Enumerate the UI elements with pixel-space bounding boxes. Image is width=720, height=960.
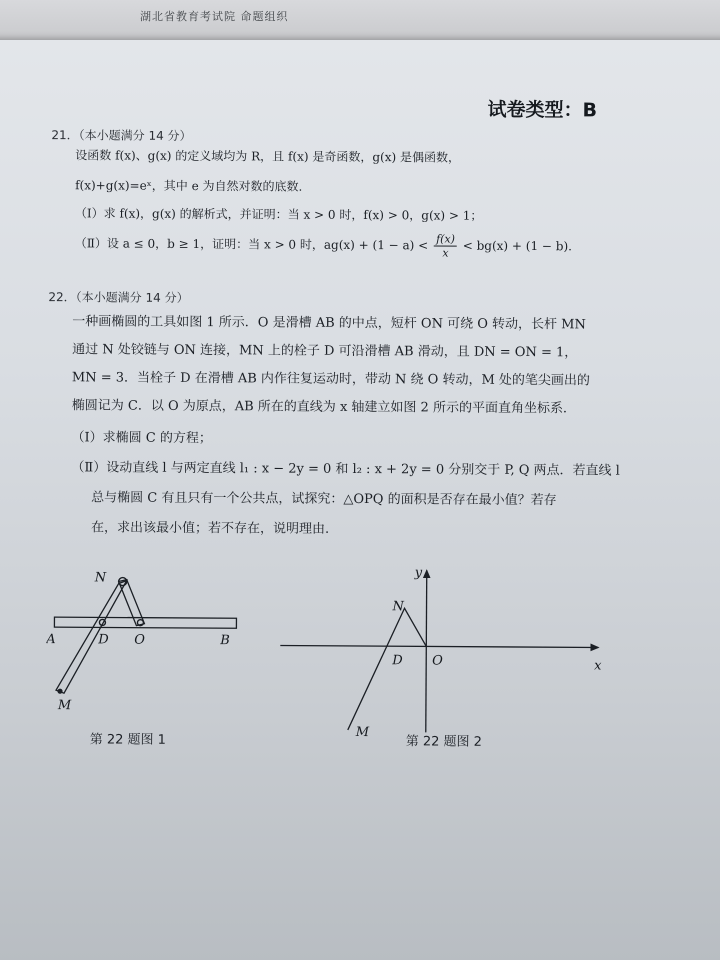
- q21-part2: [75, 230, 572, 260]
- fig2-label-y: y: [414, 565, 423, 581]
- q22-part2-line2: 总与椭圆 C 有且只有一个公共点，试探究：△OPQ 的面积是否存在最小值？若存: [91, 490, 557, 509]
- fig1-label-a: A: [46, 632, 56, 648]
- fig2-label-x: x: [594, 658, 602, 674]
- fig1-label-m: M: [57, 698, 72, 714]
- exam-paper: [0, 40, 720, 960]
- fig2-label-o: O: [432, 653, 443, 669]
- x-axis: [280, 646, 598, 648]
- q22-line1: 一种画椭圆的工具如图 1 所示．O 是滑槽 AB 的中点，短杆 ON 可绕 O 转动，长杆 MN: [72, 314, 586, 333]
- q22-part2-line1: （Ⅱ）设动直线 l 与两定直线 l₁ : x − 2y = 0 和 l₂ : x + 2y = 0 分别交于 P, Q 两点．若直线 l: [71, 460, 620, 479]
- q22-title: 22．（本小题满分 14 分）: [48, 290, 189, 305]
- fig1-label-n: N: [94, 570, 107, 586]
- short-rod-on: [118, 580, 144, 626]
- q22-part2-line3: 在，求出该最小值；若不存在，说明理由.: [90, 520, 330, 537]
- q21-line1: 设函数 f(x)、g(x) 的定义域均为 R，且 f(x) 是奇函数，g(x) 是偶函数，: [75, 148, 461, 165]
- q21-line2: f(x)+g(x)=eˣ，其中 e 为自然对数的底数.: [75, 178, 303, 194]
- q21-fraction: [434, 232, 457, 259]
- fig2-label-d: D: [392, 653, 403, 669]
- exam-paper-content: [0, 38, 720, 960]
- linkage-mno: [348, 608, 427, 730]
- q21-part2-after: < bg(x) + (1 − b).: [462, 238, 573, 254]
- figure-1-caption: 第 22 题图 1: [89, 732, 166, 748]
- paper-type-label: 试卷类型：B: [487, 98, 598, 122]
- q21-fraction-denominator: x: [442, 246, 449, 260]
- q22-line3: MN = 3．当栓子 D 在滑槽 AB 内作往复运动时，带动 N 绕 O 转动，M 处的笔尖画出的: [71, 370, 590, 389]
- q22-part1: （Ⅰ）求椭圆 C 的方程；: [71, 430, 212, 447]
- long-rod-mn: [56, 580, 127, 693]
- fig1-label-b: B: [220, 633, 230, 649]
- q22-line2: 通过 N 处铰链与 ON 连接，MN 上的栓子 D 可沿滑槽 AB 滑动，且 DN = ON = 1，: [72, 342, 578, 361]
- q21-title: 21．（本小题满分 14 分）: [51, 128, 192, 143]
- header-strip: 湖北省教育考试院 命题组织: [140, 10, 289, 23]
- slot-ab: [54, 617, 236, 628]
- fig2-label-m: M: [355, 724, 370, 741]
- q21-fraction-numerator: f(x): [434, 232, 457, 246]
- y-axis: [426, 570, 427, 732]
- fig2-label-n: N: [392, 599, 404, 615]
- figure-1-ellipse-tool: [46, 563, 257, 714]
- background-sheet: [0, 0, 720, 40]
- fig1-label-o: O: [134, 632, 146, 648]
- q22-line4: 椭圆记为 C．以 O 为原点，AB 所在的直线为 x 轴建立如图 2 所示的平面直角坐标系.: [71, 398, 568, 417]
- pen-tip-m: [57, 689, 62, 694]
- q21-part1: （Ⅰ）求 f(x)，g(x) 的解析式，并证明：当 x > 0 时，f(x) > 0，g(x) > 1；: [74, 206, 483, 223]
- figure-2-caption: 第 22 题图 2: [405, 734, 482, 750]
- q21-part2-before: （Ⅱ）设 a ≤ 0，b ≥ 1，证明：当 x > 0 时，ag(x) + (1 − a) <: [74, 236, 429, 253]
- fig1-label-d: D: [98, 632, 109, 648]
- figure-2-coordinate-system: [276, 560, 617, 742]
